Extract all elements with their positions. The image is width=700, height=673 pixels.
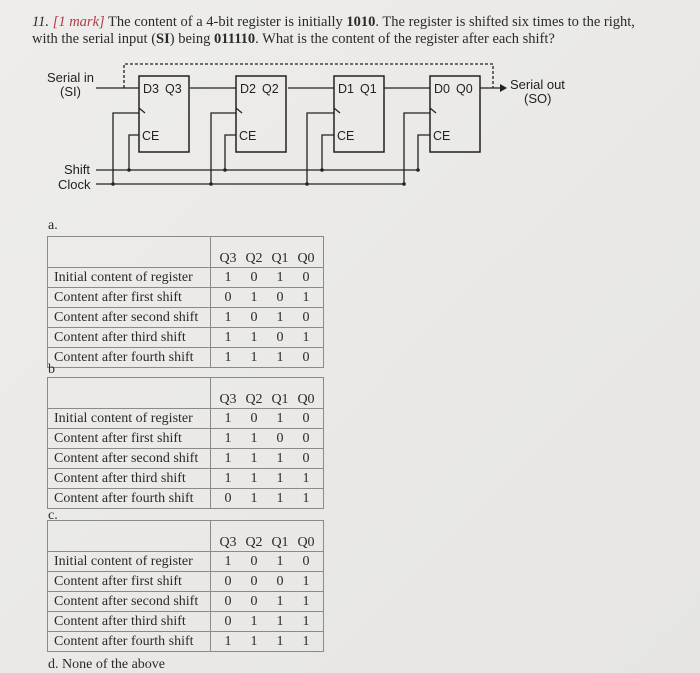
- mark-label: [1 mark]: [52, 14, 105, 30]
- bit-value: 0: [224, 573, 232, 589]
- row-label: Content after first shift: [48, 288, 211, 308]
- bit-value: 1: [250, 470, 258, 486]
- row-label: Content after second shift: [48, 308, 211, 328]
- bit-value: 1: [276, 309, 284, 325]
- clock-triangle-icon: [139, 108, 145, 113]
- bit-value: 0: [276, 430, 284, 446]
- bit-value: 0: [302, 309, 310, 325]
- bit-value: 0: [224, 593, 232, 609]
- bit-value: 1: [224, 269, 232, 285]
- bit-value: 1: [250, 430, 258, 446]
- table-row: [48, 489, 324, 509]
- row-label: Content after fourth shift: [48, 632, 211, 652]
- clock-wire: [113, 113, 139, 184]
- ce-wire: [225, 135, 236, 170]
- bit-value: 1: [276, 470, 284, 486]
- svg-text:CE: CE: [337, 129, 355, 143]
- bit-value: 1: [250, 289, 258, 305]
- bit-value: 1: [224, 410, 232, 426]
- ce-wire: [418, 135, 430, 170]
- option-label[interactable]: a.: [48, 218, 58, 233]
- bit-value: 1: [224, 633, 232, 649]
- bit-value: 0: [250, 593, 258, 609]
- option-table: [47, 520, 324, 652]
- table-row: [48, 592, 324, 612]
- table-row: [48, 632, 324, 652]
- bit-value: 1: [224, 430, 232, 446]
- table-row: [48, 348, 324, 368]
- table-header-row: [48, 378, 324, 409]
- bit-value: 1: [250, 490, 258, 506]
- bit-value: 1: [276, 269, 284, 285]
- bit-value: 1: [302, 470, 310, 486]
- bit-value: 1: [302, 633, 310, 649]
- bit-value: 1: [250, 349, 258, 365]
- option-d[interactable]: d. None of the above: [48, 657, 166, 672]
- row-label: Content after first shift: [48, 429, 211, 449]
- table-row: [48, 612, 324, 632]
- shift-register-diagram: [0, 0, 700, 200]
- option-table: [47, 377, 324, 509]
- table-row: [48, 469, 324, 489]
- row-label: Initial content of register: [48, 409, 211, 429]
- row-label: Content after second shift: [48, 449, 211, 469]
- bit-value: 1: [224, 450, 232, 466]
- row-label: Content after third shift: [48, 469, 211, 489]
- ce-wire: [129, 135, 139, 170]
- table-row: [48, 288, 324, 308]
- bit-value: 0: [302, 410, 310, 426]
- column-header: Q0: [297, 535, 315, 550]
- bit-value: 0: [276, 289, 284, 305]
- bit-value: 1: [276, 349, 284, 365]
- bit-value: 1: [276, 490, 284, 506]
- bit-value: 1: [276, 593, 284, 609]
- bit-value: 1: [250, 329, 258, 345]
- column-header: Q3: [219, 251, 237, 266]
- bit-value: 0: [302, 450, 310, 466]
- bit-value: 1: [224, 329, 232, 345]
- svg-text:Q1: Q1: [360, 82, 377, 96]
- bit-value: 0: [302, 269, 310, 285]
- svg-text:D0: D0: [434, 82, 450, 96]
- bit-value: 1: [276, 613, 284, 629]
- row-label: Initial content of register: [48, 552, 211, 572]
- bit-value: 1: [302, 613, 310, 629]
- bit-value: 1: [302, 573, 310, 589]
- clock-triangle-icon: [236, 108, 242, 113]
- bit-value: 1: [276, 553, 284, 569]
- flip-flop-d3: [111, 76, 189, 186]
- svg-text:CE: CE: [239, 129, 257, 143]
- svg-text:CE: CE: [142, 129, 160, 143]
- table-row: [48, 449, 324, 469]
- bit-value: 1: [276, 450, 284, 466]
- svg-text:D2: D2: [240, 82, 256, 96]
- bit-value: 0: [302, 553, 310, 569]
- row-label: Content after third shift: [48, 612, 211, 632]
- row-label: Content after fourth shift: [48, 348, 211, 368]
- table-row: [48, 328, 324, 348]
- bit-value: 1: [302, 329, 310, 345]
- column-header: Q2: [245, 392, 263, 407]
- column-header: Q0: [297, 251, 315, 266]
- row-label: Content after first shift: [48, 572, 211, 592]
- table-header-row: [48, 237, 324, 268]
- row-label: Content after fourth shift: [48, 489, 211, 509]
- bit-value: 0: [224, 613, 232, 629]
- svg-text:Shift: Shift: [64, 162, 91, 177]
- column-header: Q0: [297, 392, 315, 407]
- column-header: Q1: [271, 535, 289, 550]
- column-header: Q3: [219, 535, 237, 550]
- bit-value: 0: [276, 573, 284, 589]
- serial-out-arrow-icon: [500, 84, 507, 92]
- bit-value: 0: [250, 553, 258, 569]
- column-header: Q3: [219, 392, 237, 407]
- flip-flop-d1: [305, 76, 384, 186]
- bit-value: 1: [224, 470, 232, 486]
- bit-value: 1: [302, 593, 310, 609]
- bit-value: 0: [302, 430, 310, 446]
- svg-text:(SO): (SO): [524, 91, 552, 106]
- bit-value: 0: [224, 490, 232, 506]
- bit-value: 1: [224, 553, 232, 569]
- bit-value: 0: [250, 410, 258, 426]
- bit-value: 1: [302, 490, 310, 506]
- table-row: [48, 572, 324, 592]
- clock-triangle-icon: [334, 108, 340, 113]
- svg-text:Q0: Q0: [456, 82, 473, 96]
- row-label: Content after third shift: [48, 328, 211, 348]
- row-label: Content after second shift: [48, 592, 211, 612]
- table-header-row: [48, 521, 324, 552]
- svg-text:D3: D3: [143, 82, 159, 96]
- svg-text:(SI): (SI): [60, 84, 81, 99]
- bit-value: 1: [224, 349, 232, 365]
- option-table: [47, 236, 324, 368]
- flip-flop-d2: [209, 76, 286, 186]
- svg-text:Serial in: Serial in: [47, 70, 94, 85]
- bit-value: 1: [250, 450, 258, 466]
- question-text: 11. [1 mark] The content of a 4-bit register is initially 1010. The register is shifted six times to the right, with the serial input (SI) being 011110. What is the content of the register after each shift?: [32, 14, 635, 47]
- bit-value: 1: [276, 410, 284, 426]
- option-label[interactable]: b: [48, 362, 55, 377]
- clock-wire: [307, 113, 334, 184]
- column-header: Q1: [271, 251, 289, 266]
- svg-text:Q3: Q3: [165, 82, 182, 96]
- bit-value: 1: [276, 633, 284, 649]
- svg-text:Clock: Clock: [58, 177, 91, 192]
- bit-value: 0: [250, 573, 258, 589]
- option-label[interactable]: c.: [48, 508, 58, 523]
- bit-value: 1: [302, 289, 310, 305]
- flip-flop-d0: [402, 76, 480, 186]
- bit-value: 0: [250, 309, 258, 325]
- column-header: Q2: [245, 535, 263, 550]
- ce-wire: [322, 135, 334, 170]
- bit-value: 0: [250, 269, 258, 285]
- svg-text:D1: D1: [338, 82, 354, 96]
- row-label: Initial content of register: [48, 268, 211, 288]
- table-row: [48, 409, 324, 429]
- svg-text:Serial out: Serial out: [510, 77, 565, 92]
- bit-value: 0: [276, 329, 284, 345]
- table-row: [48, 308, 324, 328]
- bit-value: 1: [250, 633, 258, 649]
- svg-text:Q2: Q2: [262, 82, 279, 96]
- bit-value: 0: [302, 349, 310, 365]
- clock-wire: [404, 113, 430, 184]
- svg-text:CE: CE: [433, 129, 451, 143]
- column-header: Q2: [245, 251, 263, 266]
- table-row: [48, 552, 324, 572]
- table-row: [48, 429, 324, 449]
- bit-value: 0: [224, 289, 232, 305]
- table-row: [48, 268, 324, 288]
- clock-wire: [211, 113, 236, 184]
- column-header: Q1: [271, 392, 289, 407]
- bit-value: 1: [250, 613, 258, 629]
- bit-value: 1: [224, 309, 232, 325]
- clock-triangle-icon: [430, 108, 436, 113]
